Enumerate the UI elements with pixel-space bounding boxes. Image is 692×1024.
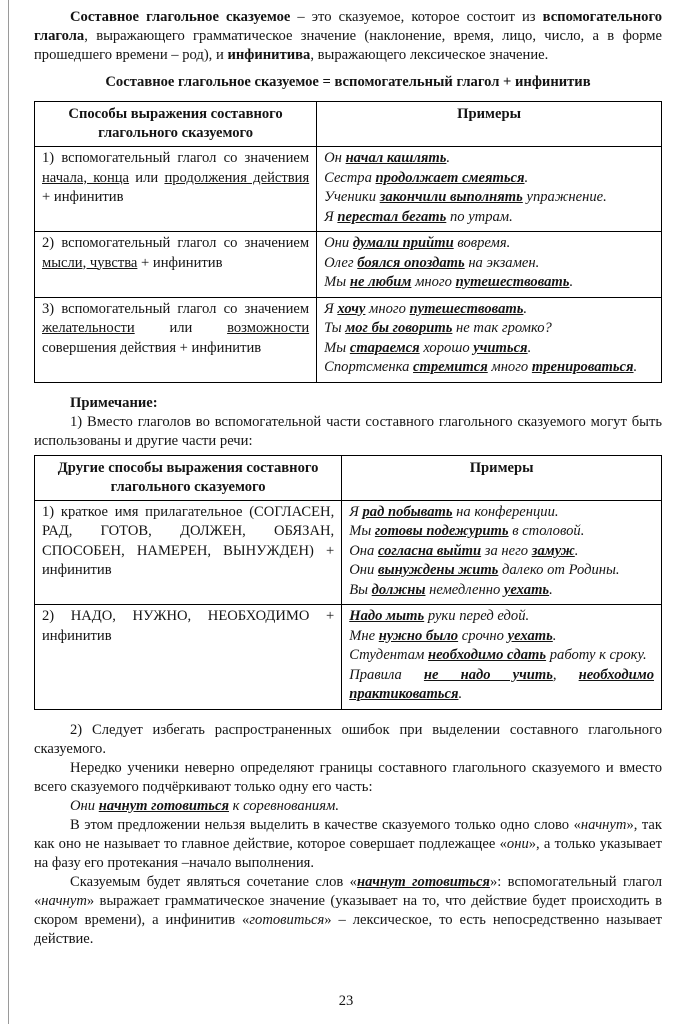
method-text: 3) вспомогательный глагол со значением желательности или возможности совершения действия + инфинитив [42,300,310,356]
example-sentence: Он начал кашлять. [324,150,451,166]
example-sentence: Мне нужно было срочно уехать. [349,627,557,644]
conclusion-paragraph-4: Сказуемым будет являться сочетание слов «начнут готовиться»: вспомогательный глагол «начнут» выражает грамматическое значение (указывает на то, что действие будет происходить в скором времени), а инфинитив «готовиться» – лексическое, то есть непосредственно называет действие. [34,873,662,947]
predicate-formula: Составное глагольное сказуемое = вспомогательный глагол + инфинитив [105,74,591,90]
table2-header-examples: Примеры [342,455,662,500]
table-row [35,605,662,710]
example-sentence: Мы готовы подежурить в столовой. [349,523,585,539]
method-cell [35,605,342,710]
example-sentence: Вы должны немедленно уехать. [349,581,553,598]
table2-header-methods: Другие способы выражения составного глагольного сказуемого [35,455,342,500]
examples-cell [317,297,662,382]
conclusion-paragraph-1: 2) Следует избегать распространенных ошибок при выделении составного глагольного сказуемого. [34,721,662,757]
note-title: Примечание: [70,394,158,411]
conclusion-example-sentence: Они начнут готовиться к соревнованиям. [70,797,339,814]
example-sentence: Они думали прийти вовремя. [324,235,511,251]
method-text: 2) НАДО, НУЖНО, НЕОБХОДИМО + инфинитив [42,608,335,644]
note-text: 1) Вместо глаголов во вспомогательной части составного глагольного сказуемого могут быть использованы и другие части речи: [34,413,662,449]
example-sentence: Она согласна выйти за него замуж. [349,542,579,559]
examples-cell [342,605,662,710]
table-row [35,232,662,298]
method-cell [35,147,317,232]
table1-header-examples: Примеры [317,102,662,147]
example-sentence: Ученики закончили выполнять упражнение. [324,189,607,205]
example-sentence: Правила не надо учить, необходимо практиковаться. [349,666,654,702]
table-row [35,297,662,382]
example-sentence: Мы стараемся хорошо учиться. [324,339,532,356]
example-sentence: Сестра продолжает смеяться. [324,169,529,186]
example-sentence: Ты мог бы говорить не так громко? [324,320,552,336]
conclusion-paragraph-2: Нередко ученики неверно определяют границы составного глагольного сказуемого и вместо всего сказуемого подчёркивают только одну его часть: [34,759,662,795]
example-sentence: Студентам необходимо сдать работу к сроку. [349,647,647,663]
conclusion-paragraph-3: В этом предложении нельзя выделить в качестве сказуемого только одно слово «начнут», так как оно не называет то главное действие, которое совершает подлежащее «они», а только указывает на фазу его протекания –начало выполнения. [34,816,662,871]
intro-paragraph: Составное глагольное сказуемое – это сказуемое, которое состоит из вспомогательного глагола, выражающего грамматическое значение (наклонение, время, лицо, число, а в форме прошедшего времени – род), и инфинитива, выражающего лексическое значение. [34,9,663,63]
method-text: 1) вспомогательный глагол со значением начала, конца или продолжения действия + инфинитив [42,150,310,205]
example-sentence: Я рад побывать на конференции. [349,503,559,520]
table-row [35,500,662,605]
table-row [35,147,662,232]
examples-cell [342,500,662,605]
example-sentence: Они вынуждены жить далеко от Родины. [349,562,620,578]
example-sentence: Олег боялся опоздать на экзамен. [324,254,540,271]
method-text: 2) вспомогательный глагол со значением мысли, чувства + инфинитив [42,235,310,271]
method-text: 1) краткое имя прилагательное (СОГЛАСЕН, РАД, ГОТОВ, ДОЛЖЕН, ОБЯЗАН, СПОСОБЕН, НАМЕРЕН, ВЫНУЖДЕН) + инфинитив [42,503,335,578]
table-header-row [35,455,662,500]
table-other-methods [34,455,662,710]
example-sentence: Спортсменка стремится много тренироваться. [324,359,638,375]
method-cell [35,297,317,382]
page-number: 23 [338,993,354,1009]
example-sentence: Мы не любим много путешествовать. [324,274,574,290]
examples-cell [317,147,662,232]
table-predicate-methods [34,101,662,383]
table1-header-methods: Способы выражения составного глагольного сказуемого [35,102,317,147]
example-sentence: Надо мыть руки перед едой. [349,608,530,624]
example-sentence: Я перестал бегать по утрам. [324,208,513,225]
method-cell [35,232,317,298]
example-sentence: Я хочу много путешествовать. [324,300,528,317]
table-header-row [35,102,662,147]
scan-edge-line [8,0,9,1024]
examples-cell [317,232,662,298]
method-cell [35,500,342,605]
